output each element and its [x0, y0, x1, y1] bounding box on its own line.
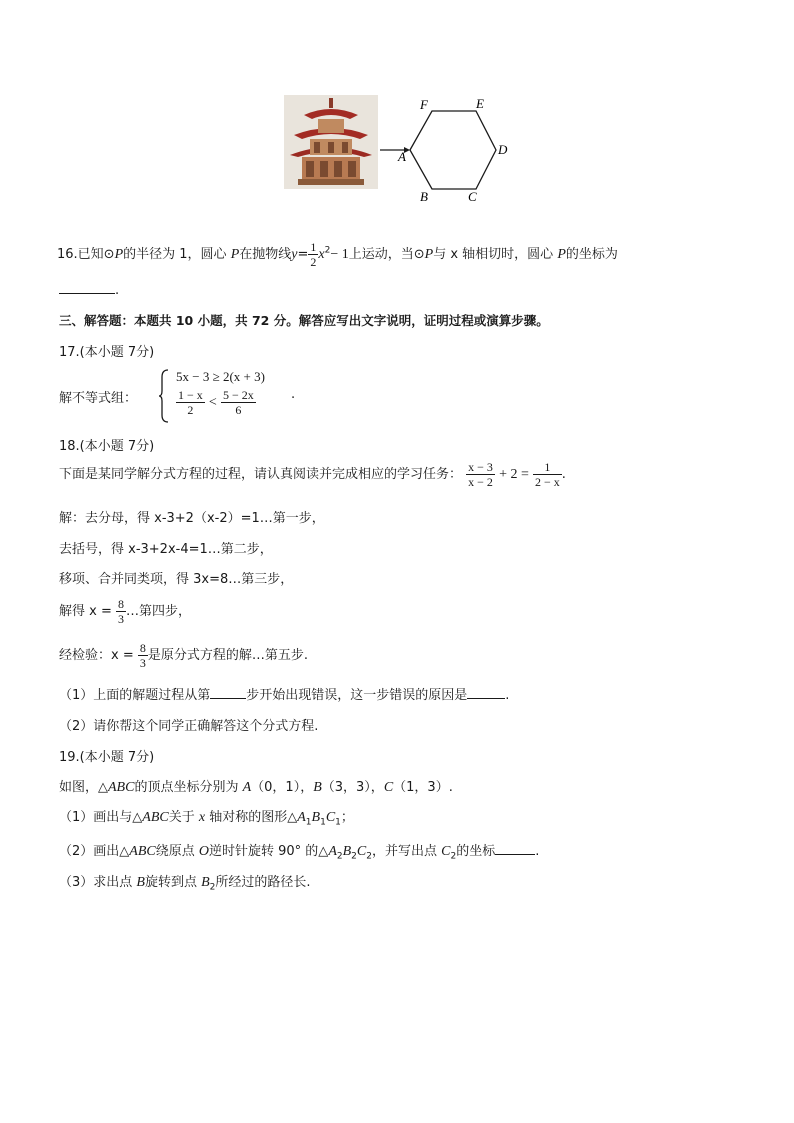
q17-ineq2 [176, 388, 256, 417]
q19-t2-O: O [198, 844, 209, 859]
q16-half-den: 2 [310, 255, 317, 269]
q16-text-d: 上运动，当⊙ [348, 247, 425, 262]
q17-frac1-num: 1 − x [178, 388, 203, 402]
q19-t3-B2-sub: 2 [209, 882, 216, 893]
q18-step4-den: 3 [118, 612, 124, 626]
q19-t2-C-sub: 2 [366, 851, 372, 862]
q19-t2-end: . [535, 844, 540, 859]
vertex-A: A [398, 149, 406, 164]
q17-header: 17.(本小题 7分) [59, 345, 155, 360]
q19-line1 [59, 776, 453, 796]
q18-task1-blank1[interactable] [210, 686, 246, 699]
q19-t1-A-sub: 1 [305, 817, 312, 828]
hexagon-diagram [376, 95, 516, 210]
q19-A-coord: （0，1）， [251, 780, 314, 795]
q18-step5-pre: 经检验：x = [59, 648, 134, 663]
q19-t1-B-sub: 1 [320, 817, 326, 828]
q18-eq-right [533, 460, 562, 489]
q17-frac2 [221, 388, 256, 417]
q18-task1-blank2[interactable] [467, 686, 505, 699]
q17-frac2-num: 5 − 2x [222, 388, 254, 402]
q18-step5-post: 是原分式方程的解…第五步. [147, 648, 308, 663]
q19-t2-d: ，并写出点 [371, 844, 442, 859]
q19-t1-C: C [325, 810, 336, 825]
q16-half [308, 240, 318, 269]
q19-t1-C-sub: 1 [335, 817, 341, 828]
q18-task1 [59, 684, 509, 703]
q18-intro: 下面是某同学解分式方程的过程，请认真阅读并完成相应的学习任务： [59, 467, 463, 482]
q19-t3-c: 所经过的路径长. [215, 875, 311, 890]
section-3-title: 三、解答题：本题共 10 小题，共 72 分。解答应写出文字说明，证明过程或演算步骤。 [59, 313, 549, 328]
q18-step3: 移项、合并同类项，得 3x=8…第三步， [59, 572, 294, 587]
q19-t1-x: x [198, 810, 206, 825]
q19-C: C [383, 780, 394, 795]
q19-t1-end: ； [340, 810, 354, 825]
q19-t3-B: B [136, 875, 145, 890]
q19-t1-A: A [297, 810, 306, 825]
q19-t2-C: C [356, 844, 367, 859]
vertex-C: C [468, 189, 477, 204]
q19-task2 [59, 840, 539, 862]
q19-C-coord: （1，3）. [393, 780, 453, 795]
q19-t3-B2: B [201, 875, 210, 890]
q18-step2: 去括号，得 x-3+2x-4=1…第二步， [59, 542, 273, 557]
q18-step4 [59, 597, 191, 626]
q18-header: 18.(本小题 7分) [59, 439, 155, 454]
q17-frac2-den: 6 [235, 403, 242, 417]
q16-text-e: 与 x 轴相切时，圆心 [433, 247, 558, 262]
vertex-F: F [420, 97, 428, 112]
q16-y: y [291, 247, 298, 262]
q18-step4-frac [116, 597, 126, 626]
q18-task2: （2）请你帮这个同学正确解答这个分式方程. [59, 719, 319, 734]
q18-step5-den: 3 [139, 656, 146, 670]
q18-eq-end: . [561, 467, 566, 482]
q19-t2-C2: C [441, 844, 451, 859]
q19-t2-A-sub: 2 [336, 851, 343, 862]
q19-line1-a: 如图，△ [59, 780, 108, 795]
q18-eq-plus: + 2 = [499, 467, 529, 482]
q18-intro-line [59, 460, 566, 489]
q18-step4-pre: 解得 x = [59, 604, 112, 619]
q17-brace [158, 369, 170, 423]
vertex-E: E [476, 96, 484, 111]
q18-eq-left-num: x − 3 [468, 460, 493, 474]
q19-A: A [242, 780, 252, 795]
q16-tail: . [115, 283, 120, 298]
q19-t2-B-sub: 2 [351, 851, 357, 862]
vertex-B: B [420, 189, 428, 204]
q19-t2-C2-sub: 2 [450, 851, 457, 862]
q16-text-f: 的坐标为 [565, 247, 618, 262]
q19-t1-a: （1）画出与△ [59, 810, 143, 825]
q19-task3 [59, 871, 311, 893]
q18-eq-left-den: x − 2 [468, 475, 493, 489]
q19-line1-abc: ABC [108, 780, 135, 795]
q16-text-c: 在抛物线 [239, 247, 292, 262]
q16-minus-one: − 1 [330, 247, 349, 262]
q16-eq: = [297, 247, 309, 262]
q19-B: B [313, 780, 322, 795]
q19-t2-B: B [342, 844, 352, 859]
q17-frac1-den: 2 [187, 403, 194, 417]
q19-t2-blank[interactable] [495, 842, 535, 855]
q16-answer-blank[interactable] [59, 281, 115, 294]
q19-t1-b: 关于 [168, 810, 199, 825]
q18-task1-c: . [505, 688, 510, 703]
hexagon [410, 111, 496, 189]
pavilion-image [284, 95, 378, 189]
q19-t1-c: 轴对称的图形△ [205, 810, 298, 825]
q16-P3: P [424, 247, 434, 262]
q16-x: x [318, 247, 325, 262]
q17-lt: < [208, 395, 217, 410]
q19-header: 19.(本小题 7分) [59, 750, 155, 765]
q18-eq-right-num: 1 [533, 460, 562, 475]
q19-t1-B: B [311, 810, 321, 825]
q16-text-b: 的半径为 1，圆心 [123, 247, 231, 262]
q16-text-a: 16.已知⊙ [57, 247, 115, 262]
q19-t2-abc: ABC [129, 844, 156, 859]
q18-task1-b: 步开始出现错误，这一步错误的原因是 [246, 688, 468, 703]
q19-t2-c: 逆时针旋转 90° 的△ [209, 844, 329, 859]
q16-sq: 2 [324, 245, 331, 256]
q18-step5-frac [138, 641, 148, 670]
q16-P4: P [557, 247, 566, 262]
q19-line1-b: 的顶点坐标分别为 [134, 780, 243, 795]
q18-step1: 解：去分母，得 x-3+2（x-2）=1…第一步， [59, 511, 325, 526]
q18-step4-post: …第四步， [126, 604, 192, 619]
q19-t2-a: （2）画出△ [59, 844, 130, 859]
q18-step4-num: 8 [118, 597, 124, 611]
q18-step5-num: 8 [139, 641, 146, 655]
q16-answer-line [59, 281, 119, 298]
vertex-D: D [498, 142, 508, 157]
q18-step5 [59, 641, 308, 670]
q19-t1-abc: ABC [142, 810, 169, 825]
q18-eq-left [466, 460, 495, 489]
q17-ineq1: 5x − 3 ≥ 2(x + 3) [176, 369, 265, 384]
q16-P2: P [230, 247, 240, 262]
q19-t3-b: 旋转到点 [144, 875, 202, 890]
q16-P1: P [114, 247, 124, 262]
q17-prefix: 解不等式组： [59, 391, 138, 406]
q16-half-num: 1 [310, 240, 317, 254]
q18-eq-right-den: 2 − x [535, 475, 560, 489]
q19-t2-e: 的坐标 [456, 844, 496, 859]
q19-task1 [59, 806, 354, 828]
q19-t2-A: A [328, 844, 337, 859]
q18-task1-a: （1）上面的解题过程从第 [59, 688, 211, 703]
q19-t2-b: 绕原点 [155, 844, 199, 859]
q17-end: . [291, 387, 296, 402]
q19-B-coord: （3，3）， [321, 780, 384, 795]
q17-frac1 [176, 388, 205, 417]
q19-t3-a: （3）求出点 [59, 875, 137, 890]
question-16 [57, 240, 618, 269]
